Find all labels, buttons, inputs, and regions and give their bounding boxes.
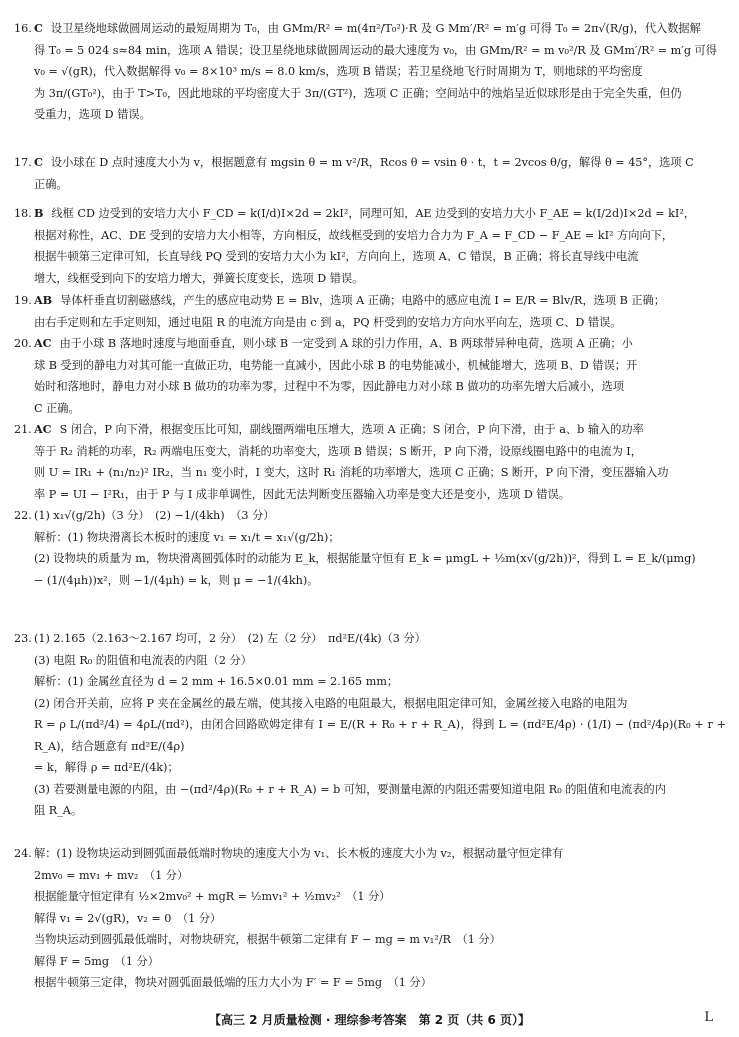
answer-item: [14, 290, 726, 333]
line-text: 始时和落地时，静电力对小球 B 做功的功率为零，过程中不为零，因此静电力对小球 B 做功的功率先增大后减小，选项: [34, 380, 625, 393]
answer-line: [14, 548, 726, 570]
answer-line: [14, 757, 726, 779]
line-text: 设小球在 D 点时速度大小为 v，根据题意有 mgsin θ = m v²/R，Rcos θ = vsin θ · t，t = 2vcos θ/g，解得 θ = 45°，选项 C: [50, 156, 694, 169]
answer-line: [14, 570, 726, 592]
answer-line: [14, 104, 726, 126]
page-footer: 【高三 2 月质量检测 · 理综参考答案 第 2 页（共 6 页）】: [208, 1013, 531, 1027]
question-number: 19.: [14, 294, 32, 307]
line-text: C 正确。: [34, 401, 80, 415]
answer-line: [14, 929, 726, 951]
line-text: 根据牛顿第三定律可知，长直导线 PQ 受到的安培力大小为 kI²，方向向上，选项 A、C 错误，B 正确；将长直导线中电流: [34, 250, 639, 263]
line-text: 由于小球 B 落地时速度与地面垂直，则小球 B 一定受到 A 球的引力作用，A、B 两球带异种电荷，选项 A 正确；小: [59, 337, 633, 350]
line-text: 设卫星绕地球做圆周运动的最短周期为 T₀，由 GMm/R² = m(4π²/T₀²)·R 及 G Mm′/R² = m′g 可得 T₀ = 2π√(R/g)，代入数据解: [50, 22, 701, 35]
line-text: 导体杆垂直切割磁感线，产生的感应电动势 E = Blv，选项 A 正确；电路中的感应电流 I = E/R = Blv/R，选项 B 正确；: [60, 294, 665, 307]
answer-line: [14, 714, 726, 757]
line-text: (3) 电阻 R₀ 的阻值和电流表的内阻（2 分）: [34, 653, 252, 667]
answer-line: [14, 355, 726, 377]
line-text: S 闭合，P 向下滑，根据变压比可知，副线圈两端电压增大，选项 A 正确；S 闭合，P 向下滑，由于 a、b 输入的功率: [59, 423, 644, 436]
line-text: = k，解得 ρ = πd²E/(4k)；: [34, 761, 179, 774]
answer-line: [14, 203, 726, 225]
answer-line: [14, 671, 726, 693]
line-text: 解析：(1) 物块滑离长木板时的速度 v₁ = x₁/t = x₁√(g/2h)；: [34, 530, 340, 544]
line-text: (1) 2.165（2.163～2.167 均可，2 分） (2) 左（2 分） πd²E/(4k)（3 分）: [34, 632, 426, 645]
question-number: 21.: [14, 423, 32, 436]
answer-item: [14, 203, 726, 289]
question-number: 24.: [14, 847, 32, 860]
answer-line: [14, 333, 726, 355]
answer-item: [14, 333, 726, 419]
answer-line: [14, 628, 726, 650]
line-text: 阻 R_A。: [34, 804, 83, 817]
answer-line: [14, 225, 726, 247]
corner-mark: L: [704, 1010, 713, 1025]
answer-line: [14, 650, 726, 672]
line-text: (3) 若要测量电源的内阻，由 −(πd²/4ρ)(R₀ + r + R_A) = b 可知，要测量电源的内阻还需要知道电阻 R₀ 的阻值和电流表的内: [34, 782, 666, 796]
answer-item: [14, 843, 726, 994]
line-text: 解得 v₁ = 2√(gR)，v₂ = 0 （1 分）: [34, 911, 222, 925]
line-text: 当物块运动到圆弧最低端时，对物块研究，根据牛顿第二定律有 F − mg = m v₁²/R （1 分）: [34, 933, 501, 946]
line-text: 线框 CD 边受到的安培力大小 F_CD = k(I/d)I×2d = 2kI²，同理可知，AE 边受到的安培力大小 F_AE = k(I/2d)I×2d = kI²，: [51, 207, 695, 220]
line-text: R = ρ L/(πd²/4) = 4ρL/(πd²)，由闭合回路欧姆定律有 I = E/(R + R₀ + r + R_A)，得到 L = (πd²E/4ρ) · (1/I) − (πd²/4ρ)(R₀ + r + R_A)，结合题意有 πd²E/(4ρ): [34, 718, 726, 753]
answer-line: [14, 312, 726, 334]
answer-line: [14, 908, 726, 930]
line-text: 根据牛顿第三定律，物块对圆弧面最低端的压力大小为 F′ = F = 5mg （1 分）: [34, 976, 432, 989]
line-text: (1) x₁√(g/2h)（3 分） (2) −1/(4kh) （3 分）: [34, 509, 275, 522]
line-text: (2) 设物块的质量为 m，物块滑离圆弧体时的动能为 E_k，根据能量守恒有 E_k = μmgL + ½m(x√(g/2h))²，得到 L = E_k/(μmg): [34, 552, 696, 565]
question-number: 18.: [14, 207, 32, 220]
line-text: 解得 F = 5mg （1 分）: [34, 954, 159, 968]
line-text: 解析：(1) 金属丝直径为 d = 2 mm + 16.5×0.01 mm = 2.165 mm；: [34, 675, 399, 688]
answer-choice: AB: [34, 293, 53, 307]
line-text: 得 T₀ = 5 024 s≈84 min，选项 A 错误；设卫星绕地球做圆周运动的最大速度为 v₀，由 GMm/R² = m v₀²/R 及 GMm′/R² = m′g 可得: [34, 43, 717, 57]
line-text: v₀ = √(gR)，代入数据解得 v₀ = 8×10³ m/s = 8.0 km/s，选项 B 错误；若卫星绕地飞行时周期为 T，则地球的平均密度: [34, 65, 643, 78]
line-text: 增大，线框受到向下的安培力增大，弹簧长度变长，选项 D 错误。: [34, 271, 364, 285]
answer-line: [14, 268, 726, 290]
answer-line: [14, 83, 726, 105]
answer-line: [14, 693, 726, 715]
answer-line: [14, 246, 726, 268]
answer-line: [14, 843, 726, 865]
answer-line: [14, 152, 726, 174]
answer-choice: C: [34, 21, 43, 35]
answer-line: [14, 886, 726, 908]
line-text: (2) 闭合开关前，应将 P 夹在金属丝的最左端，使其接入电路的电阻最大，根据电阻定律可知，金属丝接入电路的电阻为: [34, 696, 628, 710]
answer-line: [14, 800, 726, 822]
answer-line: [14, 505, 726, 527]
answer-item: [14, 18, 726, 126]
answer-choice: C: [34, 155, 43, 169]
line-text: 受重力，选项 D 错误。: [34, 108, 151, 121]
answer-item: [14, 152, 726, 195]
line-text: 则 U = IR₁ + (n₁/n₂)² IR₂，当 n₁ 变小时，I 变大，这时 R₁ 消耗的功率增大，选项 C 正确；S 断开，P 向下滑，变压器输入功: [34, 466, 669, 479]
line-text: 根据对称性，AC、DE 受到的安培力大小相等，方向相反，故线框受到的安培力合力为 F_A = F_CD − F_AE = kI² 方向向下，: [34, 228, 674, 242]
answer-choice: B: [34, 206, 44, 220]
line-text: 等于 R₂ 消耗的功率，R₂ 两端电压变大，消耗的功率变大，选项 B 错误；S 断开，P 向下滑，设原线圈电路中的电流为 I，: [34, 444, 642, 458]
answer-line: [14, 290, 726, 312]
line-text: 2mv₀ = mv₁ + mv₂ （1 分）: [34, 868, 189, 882]
answer-line: [14, 484, 726, 506]
answer-line: [14, 951, 726, 973]
answer-line: [14, 18, 726, 40]
question-number: 23.: [14, 632, 32, 645]
line-text: 正确。: [34, 177, 68, 191]
answer-line: [14, 40, 726, 62]
answer-item: [14, 419, 726, 505]
answer-choice: AC: [34, 422, 52, 436]
line-text: 率 P = UI − I²R₁，由于 P 与 I 成非单调性，因此无法判断变压器输入功率是变大还是变小，选项 D 错误。: [34, 487, 570, 501]
answer-item: [14, 505, 726, 591]
question-number: 16.: [14, 22, 32, 35]
answer-item: [14, 628, 726, 822]
answer-line: [14, 972, 726, 994]
answer-line: [14, 865, 726, 887]
answer-line: [14, 419, 726, 441]
line-text: − (1/(4μh))x²，则 −1/(4μh) = k，则 μ = −1/(4kh)。: [34, 573, 319, 587]
answer-line: [14, 441, 726, 463]
answer-line: [14, 174, 726, 196]
line-text: 由右手定则和左手定则知，通过电阻 R 的电流方向是由 c 到 a，PQ 杆受到的安培力方向水平向左，选项 C、D 错误。: [34, 315, 622, 329]
question-number: 22.: [14, 509, 32, 522]
line-text: 球 B 受到的静电力对其可能一直做正功，电势能一直减小，因此小球 B 的电势能减小，机械能增大，选项 B、D 错误；开: [34, 358, 638, 372]
answer-line: [14, 398, 726, 420]
line-text: 为 3π/(GT₀²)，由于 T>T₀，因此地球的平均密度大于 3π/(GT²)，选项 C 正确；空间站中的烛焰呈近似球形是由于完全失重，但仍: [34, 86, 682, 100]
answer-line: [14, 376, 726, 398]
line-text: 解：(1) 设物块运动到圆弧面最低端时物块的速度大小为 v₁、长木板的速度大小为 v₂，根据动量守恒定律有: [34, 847, 564, 860]
answer-line: [14, 527, 726, 549]
answer-line: [14, 779, 726, 801]
answer-choice: AC: [34, 336, 52, 350]
question-number: 20.: [14, 337, 32, 350]
line-text: 根据能量守恒定律有 ½×2mv₀² + mgR = ½mv₁² + ½mv₂² （1 分）: [34, 890, 391, 903]
question-number: 17.: [14, 156, 32, 169]
answer-line: [14, 61, 726, 83]
answer-line: [14, 462, 726, 484]
